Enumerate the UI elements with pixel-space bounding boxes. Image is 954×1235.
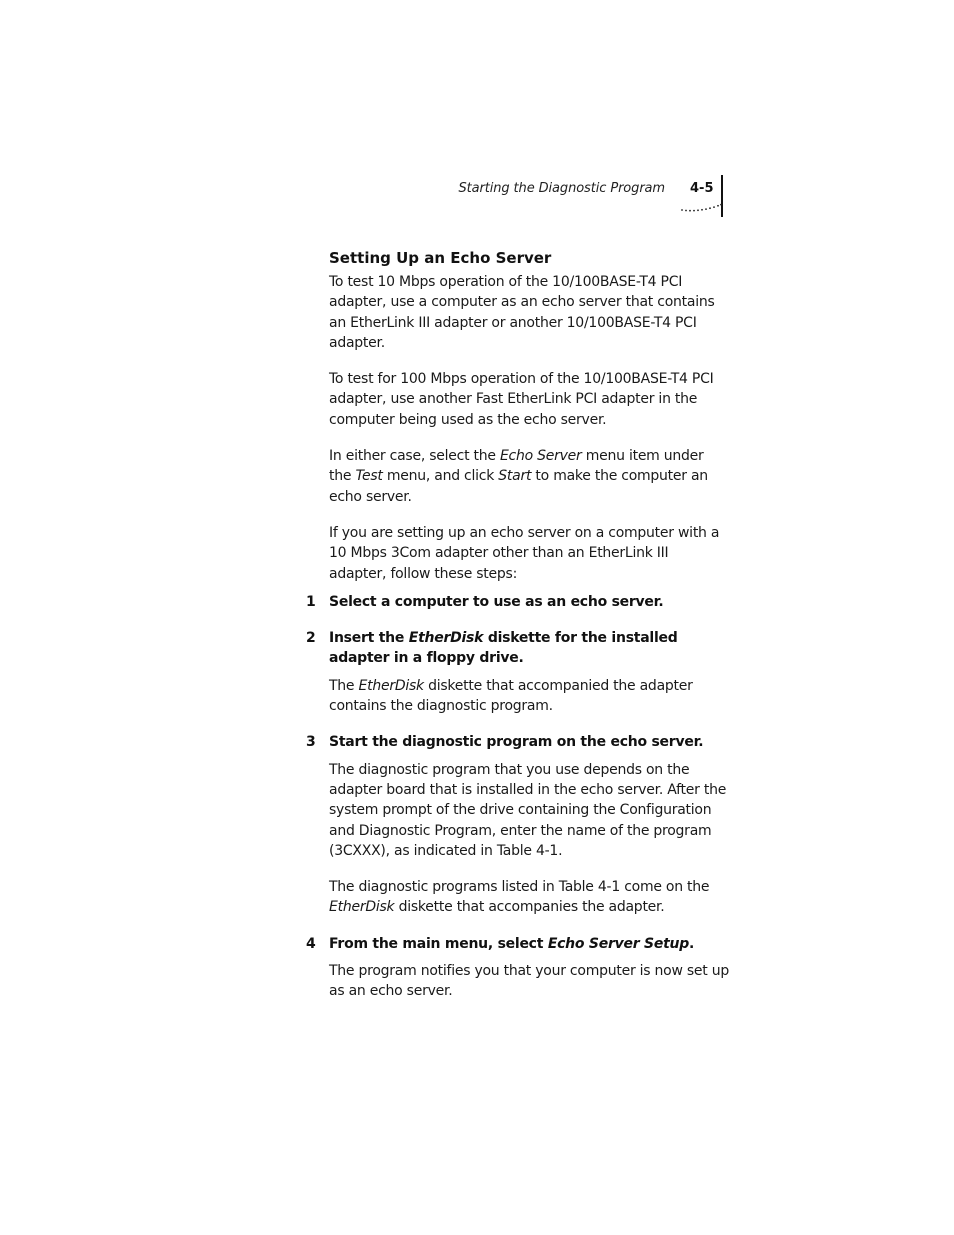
intro-paragraph-1: To test 10 Mbps operation of the 10/100BASE-T4 PCI adapter, use a computer as an echo server that contains an EtherLink III adapter or another 10/100BASE-T4 PCI adapter. (329, 274, 715, 351)
menu-item-reference: Echo Server Setup (547, 935, 690, 952)
step-text: . (689, 935, 695, 952)
decorative-dot-curve (680, 200, 724, 214)
step-3-body-1: The diagnostic program that you use depends on the adapter board that is installed in the echo server. After the system prompt of the drive containing the Configuration and Diagnostic Program, enter the name of the program (3CXXX), as indicated in Table 4-1. (329, 761, 727, 859)
step-text: From the main menu, select (329, 935, 548, 952)
step-4 (306, 934, 729, 954)
step-number: 2 (306, 630, 316, 647)
text-run: menu, and click (382, 468, 499, 485)
menu-reference: Test (355, 468, 383, 485)
step-number: 1 (306, 593, 316, 610)
step-text: Select a computer to use as an echo server. (329, 593, 664, 610)
step-4-body: The program notifies you that your computer is now set up as an echo server. (329, 963, 729, 1000)
product-name: EtherDisk (358, 677, 424, 694)
product-name: EtherDisk (329, 899, 395, 916)
text-run: The diagnostic programs listed in Table 4-1 come on the (329, 879, 710, 896)
intro-paragraph-4: If you are setting up an echo server on a computer with a 10 Mbps 3Com adapter other than an EtherLink III adapter, follow these steps: (329, 524, 720, 582)
step-3 (306, 732, 729, 752)
step-2 (306, 628, 729, 669)
product-name: EtherDisk (408, 630, 484, 647)
button-reference: Start (498, 468, 532, 485)
intro-paragraph-3 (329, 446, 729, 507)
text-run: diskette that accompanied the adapter contains the diagnostic program. (329, 677, 693, 715)
step-text: diskette for the installed adapter in a floppy drive. (329, 630, 678, 667)
text-run: menu item under the (329, 448, 704, 485)
running-head-title: Starting the Diagnostic Program (458, 181, 665, 196)
section-title: Setting Up an Echo Server (329, 249, 552, 267)
step-2-body (329, 676, 729, 717)
step-text: Insert the (329, 630, 409, 647)
intro-paragraph-2: To test for 100 Mbps operation of the 10/100BASE-T4 PCI adapter, use another Fast EtherLink PCI adapter in the computer being used as the echo server. (329, 371, 714, 428)
step-number: 4 (306, 935, 316, 952)
page-number: 4-5 (690, 181, 714, 196)
text-run: In either case, select the (329, 448, 500, 465)
text-run: diskette that accompanies the adapter. (394, 899, 665, 916)
text-run: The (329, 677, 359, 694)
step-1 (306, 592, 729, 612)
step-text: Start the diagnostic program on the echo server. (329, 734, 704, 751)
page-body (306, 248, 729, 1018)
menu-item-reference: Echo Server (499, 448, 582, 465)
text-run: to make the computer an echo server. (329, 468, 708, 505)
step-3-body-2 (329, 877, 729, 918)
step-number: 3 (306, 734, 316, 751)
